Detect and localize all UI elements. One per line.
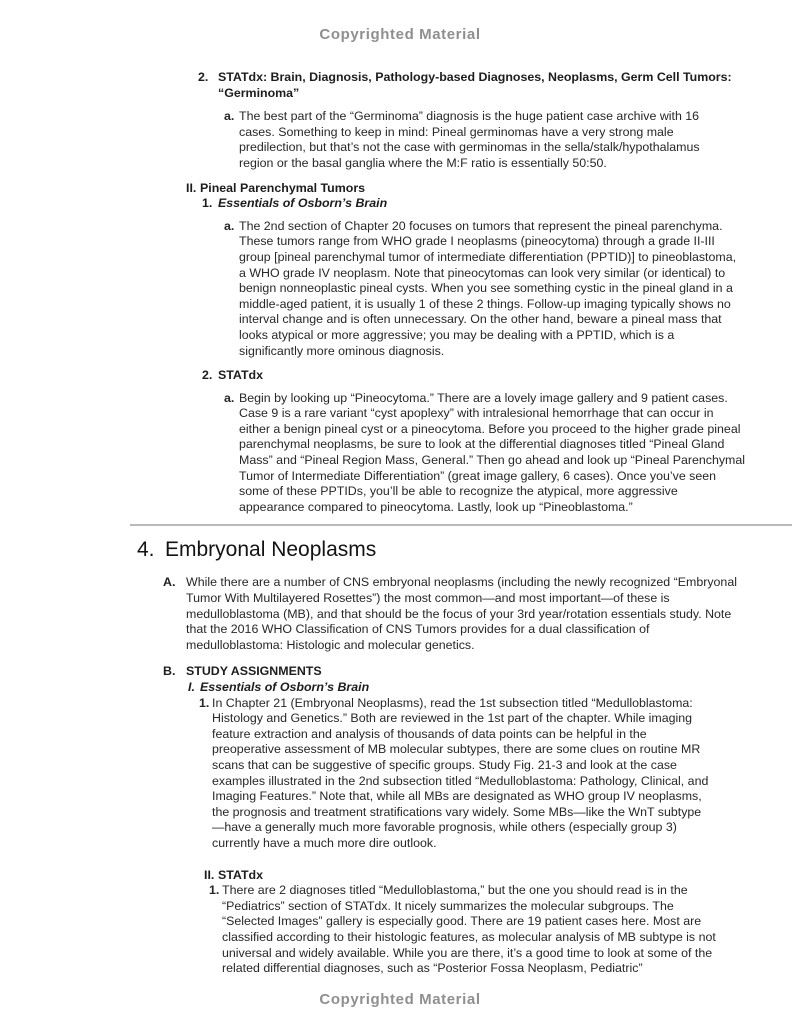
germinoma-heading-text [218, 70, 748, 101]
germinoma-heading-line1: STATdx: Brain, Diagnosis, Pathology-based Diagnoses, Neoplasms, Germ Cell Tumors: [218, 70, 732, 84]
embryonal-item-b-marker: B. [163, 664, 176, 679]
pineal-item2-heading [202, 368, 800, 384]
germinoma-paragraph-text: The best part of the “Germinoma” diagnosis is the huge patient case archive with 16 cases. Something to keep in mind: Pineal germinomas have a very strong male predilection, but that’s not the case with germinomas in the sella/stalk/hypothalamus region or the basal ganglia where the M:F ratio is essentially 50:50. [239, 109, 700, 170]
pineal-parenchymal-heading-text: Pineal Parenchymal Tumors [200, 180, 366, 195]
embryonal-item-b-title: STUDY ASSIGNMENTS [186, 664, 322, 679]
pineal-parenchymal-heading-marker: II. [186, 180, 197, 195]
section-divider [130, 524, 792, 526]
pineal-parenchymal-heading [186, 181, 800, 197]
sub-i-item1-text: In Chapter 21 (Embryonal Neoplasms), read the 1st subsection titled “Medulloblastoma: Histology and Genetics.” Both are reviewed in the 1st part of the chapter. While imaging feature extraction and analysis of thousands of data points can be helpful in the preoperative assessment of MB molecular subtypes, there are some clues on routine MR scans that can be suggestive of specific groups. Study Fig. 21-3 and look at the case examples illustrated in the 2nd subsection titled “Medulloblastoma: Pathology, Clinical, and Imaging Features.” Note that, while all MBs are designated as WHO group IV neoplasms, the prognosis and treatment stratifications vary widely. Some MBs—like the WnT subtype—have a generally much more favorable prognosis, while others (especially group 3) currently have a much more dire outlook. [212, 695, 709, 850]
sub-ii-item1-marker: 1. [209, 883, 220, 898]
embryonal-item-a [163, 575, 800, 653]
sub-i-marker: I. [188, 680, 195, 694]
pineal-item1-paragraph [224, 219, 800, 359]
embryonal-item-a-marker: A. [163, 575, 176, 590]
embryonal-item-a-text: While there are a number of CNS embryonal neoplasms (including the newly recognized “Embryonal Tumor With Multilayered Rosettes”) the most common—and most important—of these is medulloblastoma (MB), and that should be the focus of your 3rd year/rotation essentials study. Note that the 2016 WHO Classification of CNS Tumors provides for a dual classification of medulloblastoma: Histologic and molecular genetics. [186, 575, 737, 652]
sub-ii-marker: II. [204, 867, 215, 882]
germinoma-heading [198, 70, 800, 101]
pineal-item2-marker: 2. [202, 368, 213, 383]
copyright-watermark-top: Copyrighted Material [319, 26, 481, 43]
pineal-item2-paragraph [224, 391, 800, 516]
sub-i-item1-paragraph [199, 696, 800, 852]
germinoma-heading-marker: 2. [198, 70, 209, 84]
germinoma-heading-line2: “Germinoma” [218, 85, 300, 100]
pineal-item1-title: Essentials of Osborn’s Brain [218, 196, 388, 211]
pineal-item2-paragraph-marker: a. [224, 390, 235, 405]
pineal-item2-title: STATdx [218, 368, 263, 383]
germinoma-paragraph-marker: a. [224, 109, 235, 124]
embryonal-section-title: Embryonal Neoplasms [165, 538, 377, 562]
pineal-item2-paragraph-text: Begin by looking up “Pineocytoma.” There are a lovely image gallery and 9 patient cases. Case 9 is a rare variant “cyst apoplexy” with intralesional hemorrhage that can occur in either a benign pineal cyst or a pineocytoma. Before you proceed to the higher grade pineal parenchymal neoplasms, be sure to look at the differential diagnoses titled “Pineal Gland Mass” and “Pineal Region Mass, General.” Then go ahead and look up “Pineal Parenchymal Tumor of Intermediate Differentiation” (great image gallery, 6 cases). Once you’ve seen some of these PPTIDs, you’ll be able to recognize the atypical, more aggressive appearance compared to pineocytoma. Lastly, look up “Pineoblastoma.” [239, 390, 746, 514]
pineal-item1-paragraph-marker: a. [224, 218, 235, 233]
embryonal-section-number: 4. [137, 538, 155, 562]
sub-ii-item1-paragraph [209, 883, 800, 977]
sub-i-title: Essentials of Osborn’s Brain [200, 680, 370, 694]
study-assignments-sub-i-heading [188, 680, 800, 696]
embryonal-section-heading [137, 536, 800, 563]
pineal-item1-marker: 1. [202, 196, 213, 211]
embryonal-item-b [163, 664, 800, 680]
study-assignments-sub-ii-heading [204, 868, 800, 884]
sub-ii-item1-text: There are 2 diagnoses titled “Medulloblastoma,” but the one you should read is in the “Pediatrics” section of STATdx. It nicely summarizes the molecular subgroups. The “Selected Images” gallery is especially good. There are 19 patient cases here. Most are classified according to their histologic features, as molecular analysis of MB subtype is not universal and widely available. While you are there, it’s a good time to look at some of the related differential diagnoses, such as “Posterior Fossa Neoplasm, Pediatric” [222, 883, 716, 976]
sub-ii-title: STATdx [218, 867, 263, 882]
germinoma-paragraph [224, 109, 800, 171]
pineal-item1-heading [202, 196, 800, 212]
copyright-watermark-bottom: Copyrighted Material [319, 991, 481, 1008]
sub-i-item1-marker: 1. [199, 695, 210, 710]
pineal-item1-paragraph-text: The 2nd section of Chapter 20 focuses on tumors that represent the pineal parenchyma. These tumors range from WHO grade I neoplasms (pineocytoma) through a grade II-III group [pineal parenchymal tumor of intermediate differentiation (PPTID)] to pineoblastoma, a WHO grade IV neoplasm. Note that pineocytomas can look very similar (or identical) to benign nonneoplastic pineal cysts. When you see something cystic in the pineal gland in a middle-aged patient, it is usually 1 of these 2 things. Follow-up imaging typically shows no interval change and is often unnecessary. On the other hand, beware a pineal mass that looks atypical or more aggressive; you may be dealing with a PPTID, which is a significantly more ominous diagnosis. [239, 218, 737, 358]
